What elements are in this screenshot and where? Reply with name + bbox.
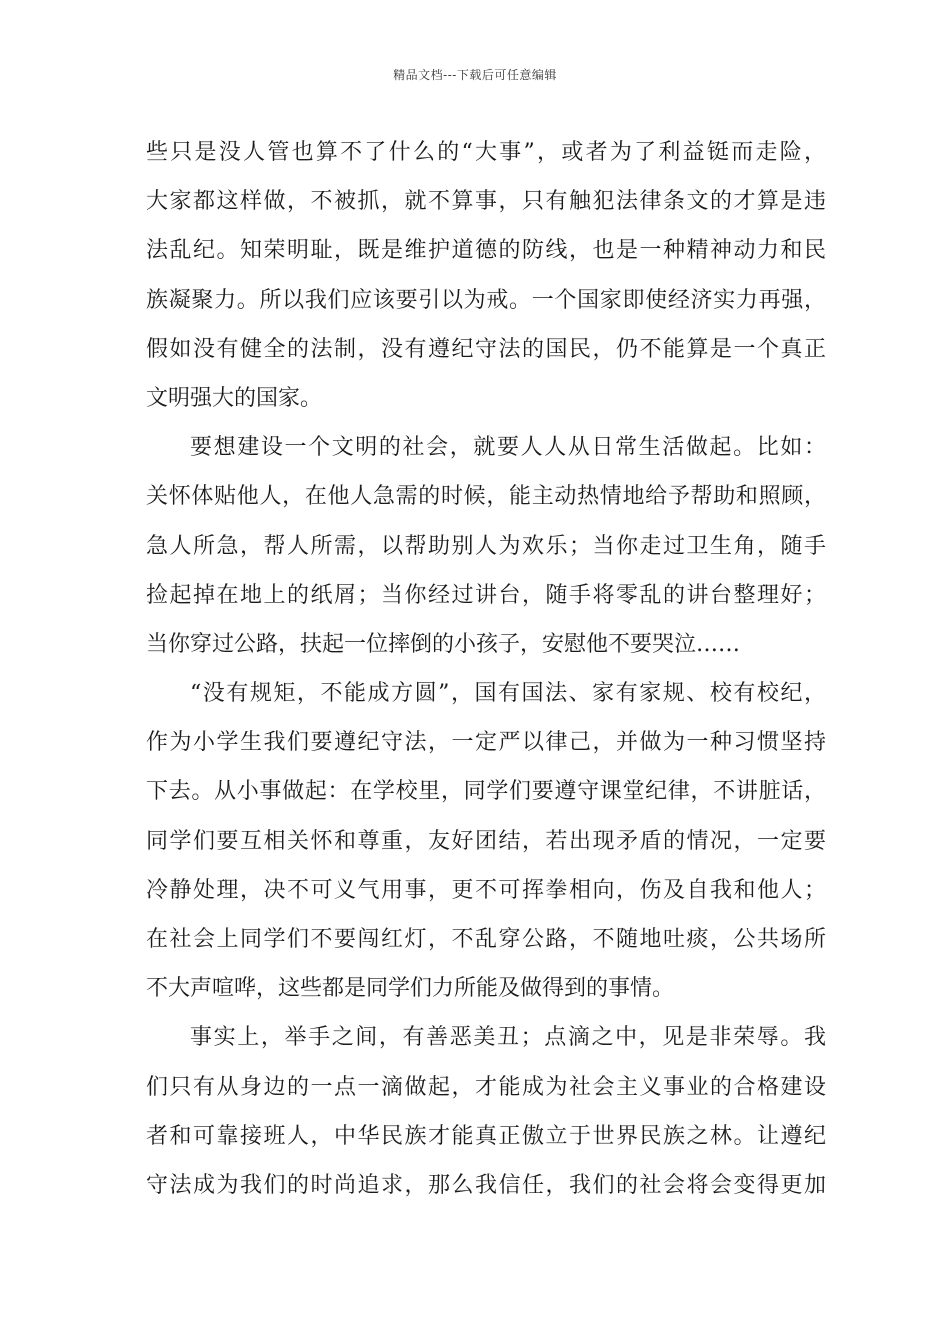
paragraph-3-line-7: 不大声喧哗，这些都是同学们力所能及做得到的事情。 [146,976,675,1002]
paragraph-3-line-3: 下去。从小事做起：在学校里，同学们要遵守课堂纪律，不讲脏话， [146,779,826,805]
paragraph-1-line-2: 大家都这样做，不被抓，就不算事，只有触犯法律条文的才算是违 [146,189,826,215]
document-body [146,128,826,1210]
paragraph-2-line-4: 捡起掉在地上的纸屑；当你经过讲台，随手将零乱的讲台整理好； [146,582,826,608]
paragraph-4-line-3: 者和可靠接班人，中华民族才能真正傲立于世界民族之林。让遵纪 [146,1123,826,1149]
paragraph-3-line-1: “没有规矩，不能成方圆”，国有国法、家有家规、校有校纪， [190,681,826,707]
paragraph-3-line-6: 在社会上同学们不要闯红灯，不乱穿公路，不随地吐痰，公共场所 [146,927,826,952]
paragraph-4-line-2: 们只有从身边的一点一滴做起，才能成为社会主义事业的合格建设 [146,1074,826,1100]
paragraph-4-line-1: 事实上，举手之间，有善恶美丑；点滴之中，见是非荣辱。我 [190,1025,826,1051]
paragraph-1-line-6: 文明强大的国家。 [146,385,323,411]
paragraph-2-line-1: 要想建设一个文明的社会，就要人人从日常生活做起。比如： [190,435,826,461]
paragraph-1-line-4: 族凝聚力。所以我们应该要引以为戒。一个国家即使经济实力再强， [146,287,826,313]
paragraph-3-line-4: 同学们要互相关怀和尊重，友好团结，若出现矛盾的情况，一定要 [146,828,826,854]
paragraph-3-line-5: 冷静处理，决不可义气用事，更不可挥拳相向，伤及自我和他人； [146,877,826,903]
paragraph-1-line-3: 法乱纪。知荣明耻，既是维护道德的防线，也是一种精神动力和民 [146,238,826,264]
paragraph-2-line-3: 急人所急，帮人所需，以帮助别人为欢乐；当你走过卫生角，随手 [146,533,826,559]
paragraph-3-line-2: 作为小学生我们要遵纪守法，一定严以律己，并做为一种习惯坚持 [146,730,826,756]
paragraph-2-line-2: 关怀体贴他人，在他人急需的时候，能主动热情地给予帮助和照顾， [146,484,826,510]
paragraph-2-line-5: 当你穿过公路，扶起一位摔倒的小孩子，安慰他不要哭泣…… [146,631,741,657]
paragraph-4-line-4: 守法成为我们的时尚追求，那么我信任，我们的社会将会变得更加 [146,1172,826,1198]
paragraph-1-line-1: 些只是没人管也算不了什么的“大事”，或者为了利益铤而走险， [146,140,826,165]
page-header: 精品文档---下载后可任意编辑 [393,68,557,82]
paragraph-1-line-5: 假如没有健全的法制，没有遵纪守法的国民，仍不能算是一个真正 [146,336,826,362]
